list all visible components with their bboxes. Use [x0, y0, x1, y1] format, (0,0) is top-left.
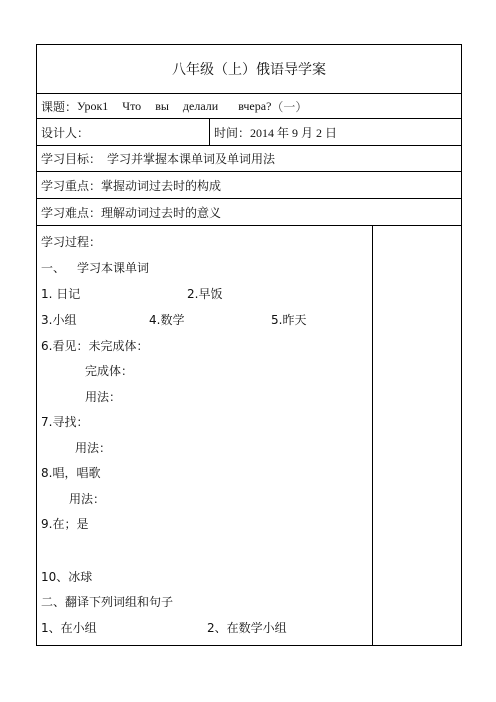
- goal-row: [37, 146, 461, 172]
- process-heading: 学习过程：: [41, 235, 102, 249]
- vocab-item-8-usage: 用法：: [69, 492, 106, 506]
- topic-word-4: вчера?: [238, 98, 272, 113]
- vocab-item-7: 7.寻找：: [41, 415, 89, 429]
- goal-label: 学习目标：: [41, 152, 102, 166]
- topic-word-2: вы: [155, 98, 169, 113]
- time-value: 2014 年 9 月 2 日: [250, 125, 338, 140]
- topic-cell: [37, 94, 461, 118]
- notes-column-divider: [372, 226, 373, 645]
- vocab-item-3: 3.小组: [41, 313, 77, 327]
- vocab-line-1: [41, 285, 361, 301]
- vocab-item-5: 5.昨天: [271, 313, 307, 327]
- section-2-heading: 二、翻译下列词组和句子: [41, 595, 174, 609]
- section-1-title: 学习本课单词: [77, 261, 150, 275]
- title-row: [37, 45, 461, 94]
- vocab-item-6-usage: 用法：: [85, 390, 122, 404]
- topic-word-1: Что: [122, 98, 142, 113]
- phrase-item-1: 1、在小组: [41, 621, 97, 635]
- topic-suffix: （一）: [271, 99, 308, 114]
- vocab-item-2: 2.早饭: [187, 287, 223, 301]
- vocab-item-9: 9.在；是: [41, 517, 89, 531]
- vocab-item-10: 10、冰球: [41, 570, 93, 584]
- topic-row: [37, 94, 461, 119]
- vocab-item-7-usage: 用法：: [75, 441, 112, 455]
- vocab-line-2: [41, 311, 361, 327]
- vocab-item-8: 8.唱，唱歌: [41, 466, 101, 480]
- process-area: [37, 226, 461, 645]
- time-label: 时间：: [214, 125, 251, 140]
- vocab-item-4: 4.数学: [149, 313, 185, 327]
- study-guide-table: [36, 44, 462, 646]
- phrase-line-1: [41, 619, 361, 635]
- section-1-number: 一、: [41, 261, 66, 275]
- goal-cell: [37, 146, 461, 171]
- vocab-item-6: 6.看见：未完成体：: [41, 339, 149, 353]
- lesson-number: Урок1: [77, 98, 109, 113]
- topic-word-3: делали: [182, 98, 219, 113]
- designer-time-row: [37, 119, 461, 146]
- section-1-heading: [41, 259, 341, 275]
- key-point-row: [37, 172, 461, 199]
- vocab-item-6-perfective: 完成体：: [85, 364, 134, 378]
- phrase-item-2: 2、在数学小组: [207, 621, 287, 635]
- designer-label: 设计人：: [41, 125, 90, 140]
- page-title: 八年级（上）俄语导学案: [172, 62, 326, 78]
- vocab-item-1: 1. 日记: [41, 287, 81, 301]
- goal-text: 学习并掌握本课单词及单词用法: [107, 152, 276, 166]
- difficulty-row: [37, 199, 461, 226]
- topic-label: 课题：: [41, 99, 78, 114]
- difficulty-text: 学习难点：理解动词过去时的意义: [41, 205, 222, 220]
- time-cell: [210, 119, 461, 145]
- key-point-text: 学习重点：掌握动词过去时的构成: [41, 178, 222, 193]
